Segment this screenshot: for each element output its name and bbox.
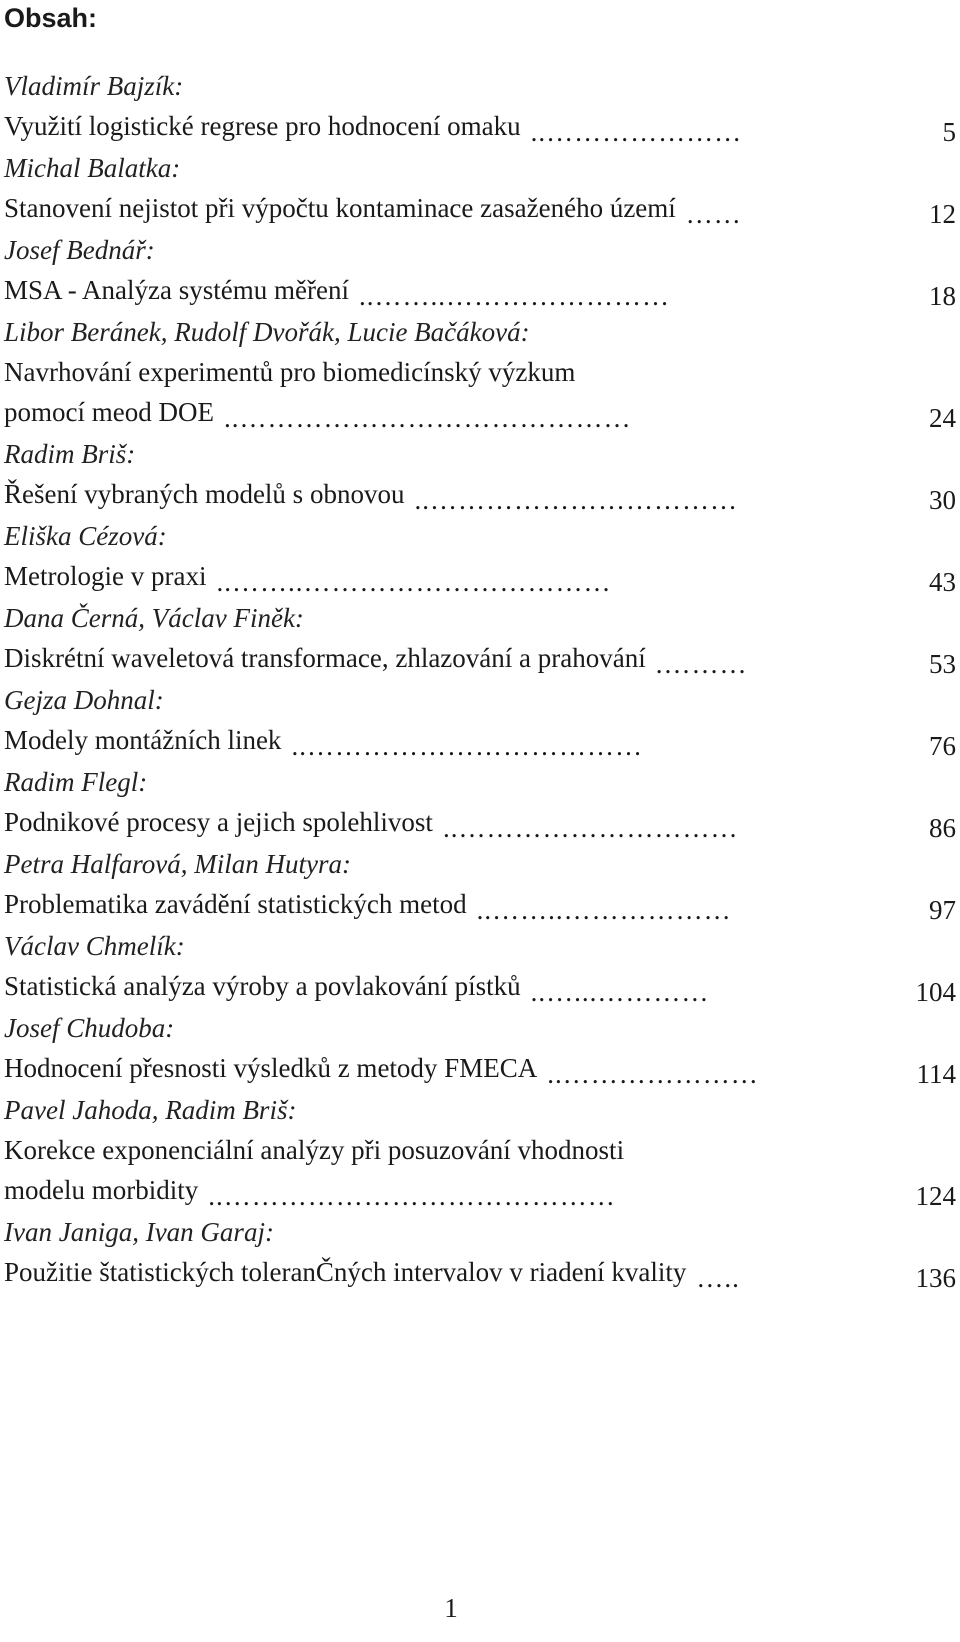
toc-entry-authors: Radim Flegl: xyxy=(4,767,148,797)
toc-entry xyxy=(4,434,956,514)
toc-entry-authors: Josef Bednář: xyxy=(4,235,155,265)
toc-entry xyxy=(4,1008,956,1088)
toc-entry-title-line: Problematika zavádění statistických metod xyxy=(4,889,467,919)
toc-entry-title-line: MSA - Analýza systému měření xyxy=(4,275,349,305)
dot-leader: ………………….. xyxy=(530,117,743,147)
toc-entry-title-row xyxy=(4,392,956,432)
toc-entry xyxy=(4,1090,956,1210)
toc-entry-title-row xyxy=(4,802,956,842)
toc-entry-title-line: Využití logistické regrese pro hodnocení omaku xyxy=(4,111,521,141)
toc-entry-authors: Josef Chudoba: xyxy=(4,1013,175,1043)
toc-entry-title-line: Podnikové procesy a jejich spolehlivost xyxy=(4,807,433,837)
dot-leader: ……………………………….. xyxy=(291,731,643,761)
toc-entry-title-line: pomocí meod DOE xyxy=(4,397,214,427)
contents-heading: Obsah: xyxy=(4,3,98,33)
toc-entry-authors: Radim Briš: xyxy=(4,439,136,469)
toc-entry-authors: Dana Černá, Václav Finěk: xyxy=(4,603,304,633)
dot-leader: ………………..…….. xyxy=(476,895,732,925)
dot-leader: ………. xyxy=(655,649,748,679)
toc-entry-page-number: 24 xyxy=(929,403,956,433)
toc-entry xyxy=(4,516,956,596)
toc-entry-page-number: 86 xyxy=(929,813,956,843)
toc-entry-page-number: 43 xyxy=(929,567,956,597)
toc-entry-page-number: 136 xyxy=(915,1263,956,1293)
toc-entry-title-line: modelu morbidity xyxy=(4,1175,199,1205)
dot-leader: ..… xyxy=(696,1263,740,1293)
dot-leader: ……………………..…….. xyxy=(358,281,670,311)
toc-entry-authors: Vladimír Bajzík: xyxy=(4,71,184,101)
dot-leader: ………………………….. xyxy=(442,813,739,843)
toc-entry-page-number: 30 xyxy=(929,485,956,515)
dot-leader: …………………………………….. xyxy=(223,403,632,433)
toc-entry-title-line: Použitie štatistických toleranČných intervalov v riadení kvality xyxy=(4,1257,687,1287)
toc-entry-title-row xyxy=(4,1048,956,1088)
toc-entry-title-line: Hodnocení přesnosti výsledků z metody FMECA xyxy=(4,1053,538,1083)
toc-entry-title-row xyxy=(4,474,956,514)
toc-entry xyxy=(4,66,956,146)
toc-entry-authors: Michal Balatka: xyxy=(4,153,181,183)
toc-entry xyxy=(4,680,956,760)
toc-entry-title-line: Korekce exponenciální analýzy při posuzování vhodnosti xyxy=(4,1135,625,1165)
table-of-contents xyxy=(4,66,956,1294)
toc-entry-authors: Gejza Dohnal: xyxy=(4,685,164,715)
dot-leader: …………………………………….. xyxy=(208,1181,616,1211)
toc-entry xyxy=(4,230,956,310)
toc-entry xyxy=(4,844,956,924)
toc-entry-title-line: Statistická analýza výroby a povlakování pístků xyxy=(4,971,521,1001)
toc-entry-page-number: 76 xyxy=(929,731,956,761)
toc-entry-page-number: 5 xyxy=(942,117,956,147)
toc-entry-authors: Pavel Jahoda, Radim Briš: xyxy=(4,1095,297,1125)
toc-entry-authors: Ivan Janiga, Ivan Garaj: xyxy=(4,1217,274,1247)
dot-leader: …………………………….. xyxy=(414,485,738,515)
toc-entry-page-number: 114 xyxy=(916,1059,956,1089)
toc-entry-page-number: 124 xyxy=(915,1181,956,1211)
toc-entry-title-line: Diskrétní waveletová transformace, zhlazování a prahování xyxy=(4,643,646,673)
dot-leader: …… xyxy=(685,199,742,229)
toc-entry-title-line: Modely montážních linek xyxy=(4,725,282,755)
toc-entry xyxy=(4,148,956,228)
toc-entry-title-row xyxy=(4,1170,956,1210)
dot-leader: ……………………………..…….. xyxy=(216,567,612,597)
toc-entry-title-line: Řešení vybraných modelů s obnovou xyxy=(4,479,405,509)
toc-entry xyxy=(4,926,956,1006)
toc-entry-title-row xyxy=(4,556,956,596)
toc-entry-page-number: 97 xyxy=(929,895,956,925)
toc-entry-title-row xyxy=(4,270,956,310)
toc-entry-authors: Libor Beránek, Rudolf Dvořák, Lucie Bačáková: xyxy=(4,317,530,347)
toc-entry-title-row xyxy=(4,1252,956,1292)
toc-entry-title-row xyxy=(4,106,956,146)
toc-entry-authors: Václav Chmelík: xyxy=(4,931,185,961)
toc-entry-title-line: Stanovení nejistot při výpočtu kontaminace zasaženého území xyxy=(4,193,676,223)
toc-entry-authors: Eliška Cézová: xyxy=(4,521,167,551)
toc-entry-authors: Petra Halfarová, Milan Hutyra: xyxy=(4,849,351,879)
toc-entry-title-row xyxy=(4,720,956,760)
toc-entry xyxy=(4,312,956,432)
toc-entry xyxy=(4,762,956,842)
toc-entry-title-row xyxy=(4,966,956,1006)
toc-entry-page-number: 18 xyxy=(929,281,956,311)
toc-entry-page-number: 104 xyxy=(915,977,956,1007)
toc-entry-title-line: Navrhování experimentů pro biomedicínský výzkum xyxy=(4,357,576,387)
toc-entry xyxy=(4,1212,956,1292)
page-number: 1 xyxy=(444,1593,458,1623)
toc-entry-title-row xyxy=(4,188,956,228)
dot-leader: …………...….. xyxy=(530,977,710,1007)
toc-entry-page-number: 53 xyxy=(929,649,956,679)
toc-entry xyxy=(4,598,956,678)
toc-entry-page-number: 12 xyxy=(929,199,956,229)
toc-entry-title-row xyxy=(4,884,956,924)
toc-entry-title-line: Metrologie v praxi xyxy=(4,561,207,591)
toc-entry-title-row xyxy=(4,638,956,678)
dot-leader: ………………….. xyxy=(547,1059,759,1089)
